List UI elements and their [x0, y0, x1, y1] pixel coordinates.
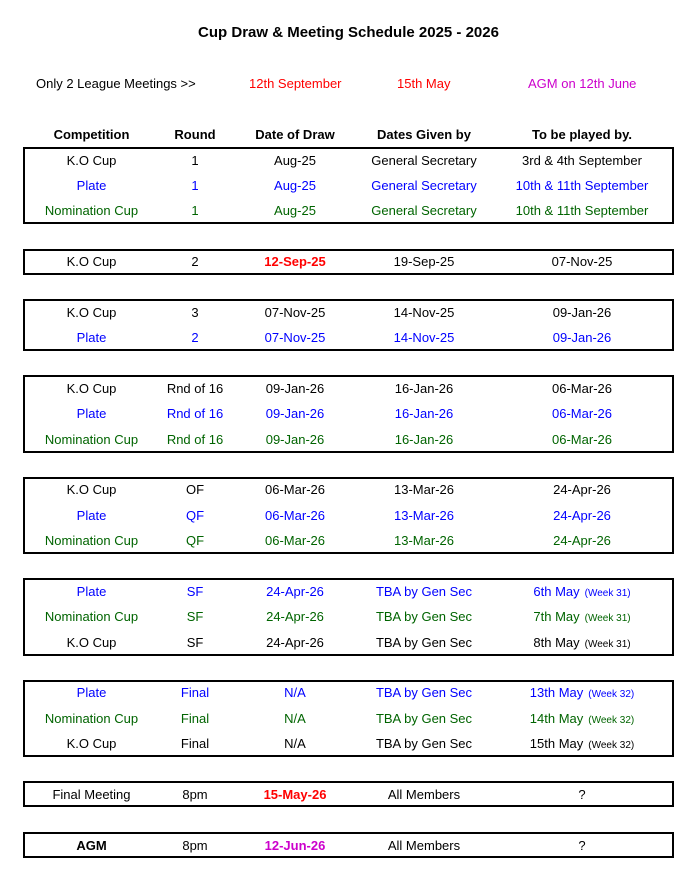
round-text: Rnd of 16 [166, 381, 224, 396]
week-note: (Week 31) [584, 639, 631, 650]
schedule-row [0, 252, 697, 272]
competition-text: Nomination Cup [44, 432, 139, 447]
cell-round [160, 254, 230, 269]
cell-competition [30, 254, 153, 269]
play-by-text: 14th May [529, 711, 584, 726]
round-text: SF [186, 584, 204, 599]
cell-round [160, 609, 230, 624]
draw-text: 09-Jan-26 [265, 406, 325, 421]
cell-draw [237, 838, 353, 853]
cell-given-by [355, 254, 493, 269]
given-by-text: TBA by Gen Sec [375, 584, 473, 599]
cell-competition [30, 736, 153, 751]
given-by-text: TBA by Gen Sec [375, 711, 473, 726]
cell-round [160, 305, 230, 320]
draw-text: 12-Jun-26 [264, 838, 326, 853]
cell-draw [237, 381, 353, 396]
cell-round [160, 787, 230, 802]
header-to-be-played-by: To be played by. [532, 127, 632, 142]
given-by-text: 16-Jan-26 [394, 432, 454, 447]
competition-text: K.O Cup [66, 736, 117, 751]
cell-draw [237, 635, 353, 650]
round-text: SF [186, 609, 204, 624]
given-by-text: General Secretary [371, 203, 477, 218]
cell-competition [30, 482, 153, 497]
cell-draw [237, 432, 353, 447]
cell-given-by [355, 508, 493, 523]
competition-text: Nomination Cup [44, 203, 139, 218]
round-text: SF [186, 635, 204, 650]
play-by-text: 13th May [529, 685, 584, 700]
schedule-row [0, 328, 697, 348]
cell-play-by [497, 406, 667, 421]
cell-competition [30, 406, 153, 421]
draw-text: 09-Jan-26 [265, 432, 325, 447]
cell-draw [237, 609, 353, 624]
cell-play-by [497, 381, 667, 396]
schedule-row [0, 506, 697, 526]
cell-round [160, 838, 230, 853]
play-by-text: 15th May [529, 736, 584, 751]
cell-round [160, 432, 230, 447]
cell-round [160, 482, 230, 497]
competition-text: Plate [76, 330, 107, 345]
round-text: Final [180, 736, 210, 751]
week-note: (Week 32) [588, 689, 635, 700]
play-by-text: 09-Jan-26 [552, 330, 612, 345]
schedule-row [0, 683, 697, 703]
given-by-text: TBA by Gen Sec [375, 635, 473, 650]
competition-text: Plate [76, 508, 107, 523]
given-by-text: TBA by Gen Sec [375, 685, 473, 700]
cell-draw [237, 787, 353, 802]
draw-text: Aug-25 [274, 203, 316, 218]
cell-play-by [497, 533, 667, 548]
schedule-row [0, 709, 697, 729]
play-by-text: 06-Mar-26 [552, 432, 612, 447]
schedule-row [0, 303, 697, 323]
given-by-text: 13-Mar-26 [394, 508, 454, 523]
draw-text: N/A [284, 711, 306, 726]
first-meeting-date: 12th September [249, 76, 342, 91]
schedule-row [0, 480, 697, 500]
competition-text: K.O Cup [66, 635, 117, 650]
cell-competition [30, 153, 153, 168]
play-by-text: 6th May [533, 584, 580, 599]
cell-draw [237, 508, 353, 523]
cell-given-by [355, 685, 493, 700]
play-by-text: 24-Apr-26 [553, 533, 611, 548]
round-text: 8pm [182, 787, 208, 802]
cell-play-by [497, 254, 667, 269]
week-note: (Week 32) [588, 715, 635, 726]
round-text: 1 [191, 203, 199, 218]
given-by-text: All Members [387, 787, 461, 802]
competition-text: Plate [76, 406, 107, 421]
play-by-text: 24-Apr-26 [553, 508, 611, 523]
given-by-text: General Secretary [371, 153, 477, 168]
given-by-text: 13-Mar-26 [394, 533, 454, 548]
schedule-row [0, 176, 697, 196]
cell-competition [30, 508, 153, 523]
competition-text: Plate [76, 178, 107, 193]
cell-draw [237, 711, 353, 726]
round-text: Rnd of 16 [166, 406, 224, 421]
header-date-of-draw: Date of Draw [255, 127, 335, 142]
draw-text: 06-Mar-26 [265, 508, 325, 523]
play-by-text: ? [578, 838, 586, 853]
round-text: Final [180, 685, 210, 700]
cell-competition [30, 609, 153, 624]
cell-draw [237, 254, 353, 269]
round-text: 8pm [182, 838, 208, 853]
round-text: 1 [191, 178, 199, 193]
cell-play-by [497, 838, 667, 853]
draw-text: 07-Nov-25 [264, 305, 326, 320]
draw-text: 24-Apr-26 [266, 609, 324, 624]
cell-given-by [355, 787, 493, 802]
header-round: Round [174, 127, 216, 142]
given-by-text: 16-Jan-26 [394, 406, 454, 421]
competition-text: K.O Cup [66, 482, 117, 497]
schedule-row [0, 836, 697, 856]
cell-competition [30, 305, 153, 320]
week-note: (Week 31) [584, 613, 631, 624]
cell-round [160, 178, 230, 193]
meetings-label: Only 2 League Meetings >> [36, 76, 196, 91]
competition-text: Nomination Cup [44, 711, 139, 726]
play-by-text: ? [578, 787, 586, 802]
cell-play-by [497, 787, 667, 802]
cell-play-by [497, 685, 667, 700]
cell-draw [237, 736, 353, 751]
header-dates-given-by: Dates Given by [377, 127, 471, 142]
cell-given-by [355, 609, 493, 624]
cell-round [160, 635, 230, 650]
cell-round [160, 406, 230, 421]
cell-given-by [355, 584, 493, 599]
cell-play-by [497, 508, 667, 523]
schedule-row [0, 607, 697, 627]
header-competition: Competition [53, 127, 130, 142]
cell-given-by [355, 305, 493, 320]
cell-given-by [355, 203, 493, 218]
cell-draw [237, 203, 353, 218]
schedule-row [0, 785, 697, 805]
schedule-row [0, 404, 697, 424]
cell-given-by [355, 406, 493, 421]
cell-competition [30, 838, 153, 853]
cell-draw [237, 685, 353, 700]
given-by-text: General Secretary [371, 178, 477, 193]
cell-given-by [355, 482, 493, 497]
cell-play-by [497, 432, 667, 447]
round-text: OF [185, 482, 205, 497]
cell-competition [30, 432, 153, 447]
given-by-text: TBA by Gen Sec [375, 609, 473, 624]
round-text: 3 [191, 305, 199, 320]
draw-text: 24-Apr-26 [266, 635, 324, 650]
play-by-text: 06-Mar-26 [552, 381, 612, 396]
cell-play-by [497, 482, 667, 497]
cell-play-by [497, 584, 667, 599]
cell-competition [30, 635, 153, 650]
cell-play-by [497, 330, 667, 345]
play-by-text: 8th May [533, 635, 580, 650]
given-by-text: 16-Jan-26 [394, 381, 454, 396]
cell-given-by [355, 178, 493, 193]
schedule-row [0, 201, 697, 221]
cell-given-by [355, 330, 493, 345]
schedule-row [0, 430, 697, 450]
cell-round [160, 685, 230, 700]
competition-text: Final Meeting [52, 787, 131, 802]
play-by-text: 09-Jan-26 [552, 305, 612, 320]
schedule-row [0, 633, 697, 653]
draw-text: N/A [284, 685, 306, 700]
cell-round [160, 533, 230, 548]
draw-text: 09-Jan-26 [265, 381, 325, 396]
cell-given-by [355, 736, 493, 751]
cell-play-by [497, 711, 667, 726]
cell-play-by [497, 609, 667, 624]
competition-text: K.O Cup [66, 381, 117, 396]
schedule-row [0, 151, 697, 171]
competition-text: K.O Cup [66, 305, 117, 320]
play-by-text: 24-Apr-26 [553, 482, 611, 497]
draw-text: 06-Mar-26 [265, 482, 325, 497]
cell-draw [237, 533, 353, 548]
cell-competition [30, 203, 153, 218]
cell-round [160, 203, 230, 218]
schedule-row [0, 531, 697, 551]
round-text: Rnd of 16 [166, 432, 224, 447]
cell-competition [30, 584, 153, 599]
week-note: (Week 31) [584, 588, 631, 599]
cell-round [160, 381, 230, 396]
given-by-text: 14-Nov-25 [393, 305, 455, 320]
play-by-text: 7th May [533, 609, 580, 624]
page-title: Cup Draw & Meeting Schedule 2025 - 2026 [198, 24, 499, 41]
cell-given-by [355, 153, 493, 168]
play-by-text: 06-Mar-26 [552, 406, 612, 421]
cell-draw [237, 482, 353, 497]
competition-text: K.O Cup [66, 254, 117, 269]
cell-play-by [497, 635, 667, 650]
cell-competition [30, 178, 153, 193]
cell-round [160, 584, 230, 599]
cell-round [160, 711, 230, 726]
draw-text: 06-Mar-26 [265, 533, 325, 548]
cell-competition [30, 787, 153, 802]
agm-date: AGM on 12th June [528, 76, 637, 91]
round-text: 2 [191, 330, 199, 345]
competition-text: K.O Cup [66, 153, 117, 168]
cell-competition [30, 381, 153, 396]
cell-round [160, 153, 230, 168]
draw-text: 15-May-26 [263, 787, 327, 802]
cell-competition [30, 685, 153, 700]
given-by-text: 14-Nov-25 [393, 330, 455, 345]
cell-competition [30, 533, 153, 548]
round-text: 1 [191, 153, 199, 168]
round-text: Final [180, 711, 210, 726]
competition-text: Nomination Cup [44, 533, 139, 548]
cell-draw [237, 584, 353, 599]
cell-round [160, 330, 230, 345]
cell-draw [237, 406, 353, 421]
second-meeting-date: 15th May [397, 76, 451, 91]
week-note: (Week 32) [588, 740, 635, 751]
cell-given-by [355, 635, 493, 650]
draw-text: 24-Apr-26 [266, 584, 324, 599]
cell-draw [237, 305, 353, 320]
competition-text: Plate [76, 685, 107, 700]
cell-play-by [497, 153, 667, 168]
play-by-text: 10th & 11th September [515, 178, 649, 193]
draw-text: Aug-25 [274, 153, 316, 168]
given-by-text: TBA by Gen Sec [375, 736, 473, 751]
given-by-text: 13-Mar-26 [394, 482, 454, 497]
schedule-row [0, 734, 697, 754]
draw-text: 07-Nov-25 [264, 330, 326, 345]
competition-text: AGM [76, 838, 107, 853]
cell-competition [30, 330, 153, 345]
play-by-text: 10th & 11th September [515, 203, 649, 218]
cell-draw [237, 178, 353, 193]
draw-text: 12-Sep-25 [264, 254, 326, 269]
play-by-text: 3rd & 4th September [522, 153, 642, 168]
round-text: QF [185, 508, 205, 523]
competition-text: Nomination Cup [44, 609, 139, 624]
cell-round [160, 736, 230, 751]
round-text: QF [185, 533, 205, 548]
cell-given-by [355, 381, 493, 396]
cell-given-by [355, 838, 493, 853]
cell-play-by [497, 305, 667, 320]
schedule-row [0, 582, 697, 602]
cell-given-by [355, 533, 493, 548]
play-by-text: 07-Nov-25 [551, 254, 613, 269]
competition-text: Plate [76, 584, 107, 599]
schedule-row [0, 379, 697, 399]
cell-play-by [497, 203, 667, 218]
cell-competition [30, 711, 153, 726]
draw-text: N/A [284, 736, 306, 751]
cell-play-by [497, 736, 667, 751]
cell-play-by [497, 178, 667, 193]
cell-given-by [355, 432, 493, 447]
given-by-text: All Members [387, 838, 461, 853]
round-text: 2 [191, 254, 199, 269]
draw-text: Aug-25 [274, 178, 316, 193]
cell-draw [237, 330, 353, 345]
cell-round [160, 508, 230, 523]
cell-draw [237, 153, 353, 168]
given-by-text: 19-Sep-25 [393, 254, 455, 269]
cell-given-by [355, 711, 493, 726]
